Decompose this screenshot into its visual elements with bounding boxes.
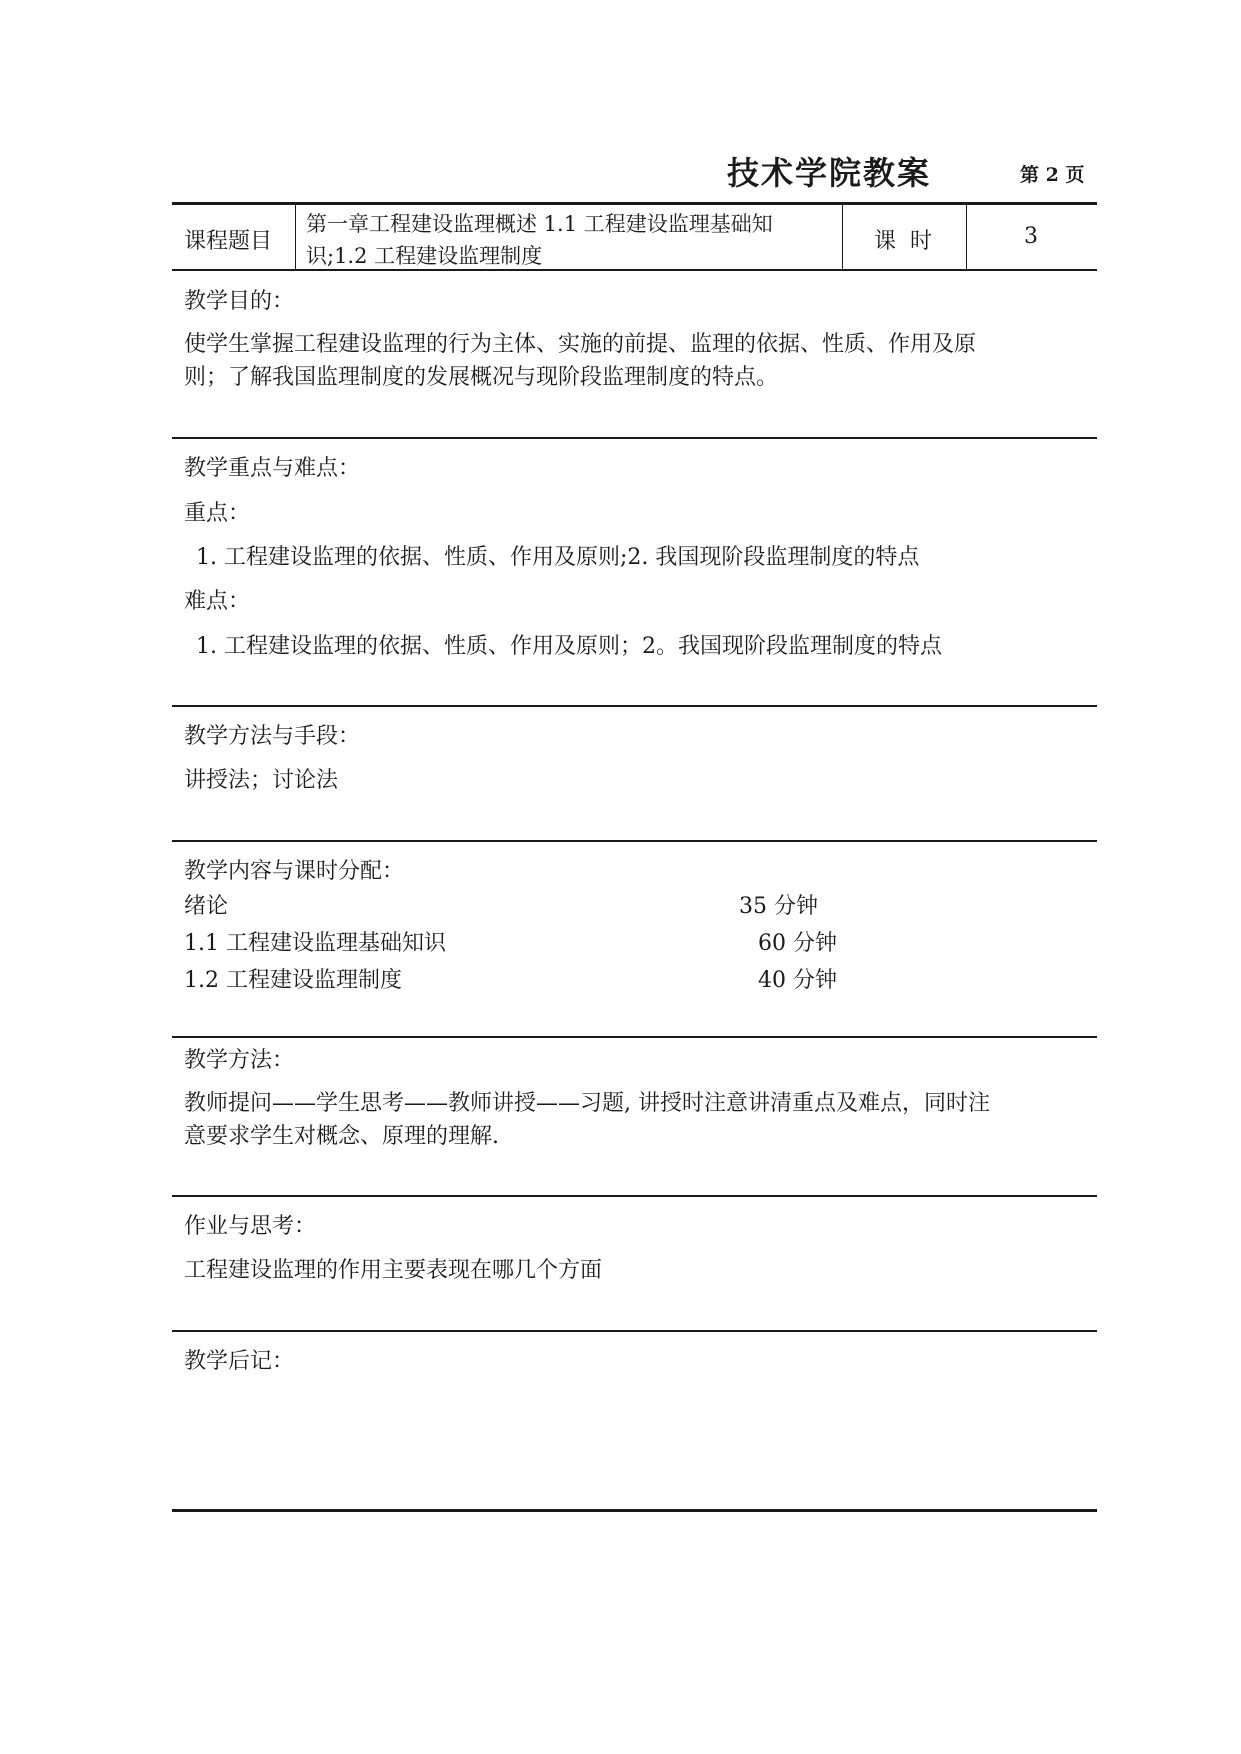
hours-value: 3 — [1024, 224, 1038, 249]
allocation-time: 40 分钟 — [758, 968, 837, 993]
allocation-item: 1.2 工程建设监理制度 — [184, 968, 402, 993]
topic-text-line2: 识;1.2 工程建设监理制度 — [306, 244, 543, 268]
allocation-time: 60 分钟 — [758, 931, 837, 956]
table-divider — [295, 203, 296, 269]
table-divider — [966, 203, 967, 269]
page-number: 第 2 页 — [1020, 164, 1085, 186]
section-divider — [172, 705, 1097, 707]
teaching-method-label: 教学方法： — [184, 1048, 295, 1073]
difficult-text: 1. 工程建设监理的依据、性质、作用及原则；2。我国现阶段监理制度的特点 — [196, 634, 942, 659]
methods-means-text: 讲授法；讨论法 — [184, 768, 339, 793]
content-allocation-label: 教学内容与课时分配： — [184, 859, 405, 884]
teaching-method-text-line1: 教师提问——学生思考——教师讲授——习题, 讲授时注意讲清重点及难点，同时注 — [184, 1091, 990, 1116]
allocation-item: 1.1 工程建设监理基础知识 — [184, 931, 446, 956]
objectives-text-line2: 则；了解我国监理制度的发展概况与现阶段监理制度的特点。 — [184, 365, 779, 390]
section-divider — [172, 437, 1097, 439]
section-divider — [172, 1330, 1097, 1332]
allocation-item: 绪论 — [184, 894, 229, 919]
hours-label: 课 时 — [874, 229, 932, 254]
teaching-method-text-line2: 意要求学生对概念、原理的理解. — [184, 1124, 499, 1149]
topic-label: 课程题目 — [184, 229, 273, 254]
key-label: 重点： — [184, 501, 251, 526]
key-points-label: 教学重点与难点： — [184, 456, 361, 481]
difficult-label: 难点： — [184, 589, 251, 614]
section-divider — [172, 1036, 1097, 1038]
homework-label: 作业与思考： — [184, 1214, 317, 1239]
objectives-text-line1: 使学生掌握工程建设监理的行为主体、实施的前提、监理的依据、性质、作用及原 — [184, 332, 977, 357]
postscript-label: 教学后记： — [184, 1349, 295, 1374]
section-divider — [172, 1195, 1097, 1197]
table-top-rule — [172, 202, 1097, 205]
table-end-rule — [172, 1509, 1097, 1512]
table-bottom-rule — [172, 269, 1097, 271]
section-divider — [172, 840, 1097, 842]
allocation-time: 35 分钟 — [739, 894, 818, 919]
methods-means-label: 教学方法与手段： — [184, 724, 361, 749]
homework-text: 工程建设监理的作用主要表现在哪几个方面 — [184, 1258, 603, 1283]
page-title: 技术学院教案 — [727, 154, 932, 192]
key-text: 1. 工程建设监理的依据、性质、作用及原则;2. 我国现阶段监理制度的特点 — [196, 545, 920, 570]
objectives-label: 教学目的： — [184, 289, 295, 314]
topic-text-line1: 第一章工程建设监理概述 1.1 工程建设监理基础知 — [306, 212, 773, 236]
table-divider — [842, 203, 843, 269]
